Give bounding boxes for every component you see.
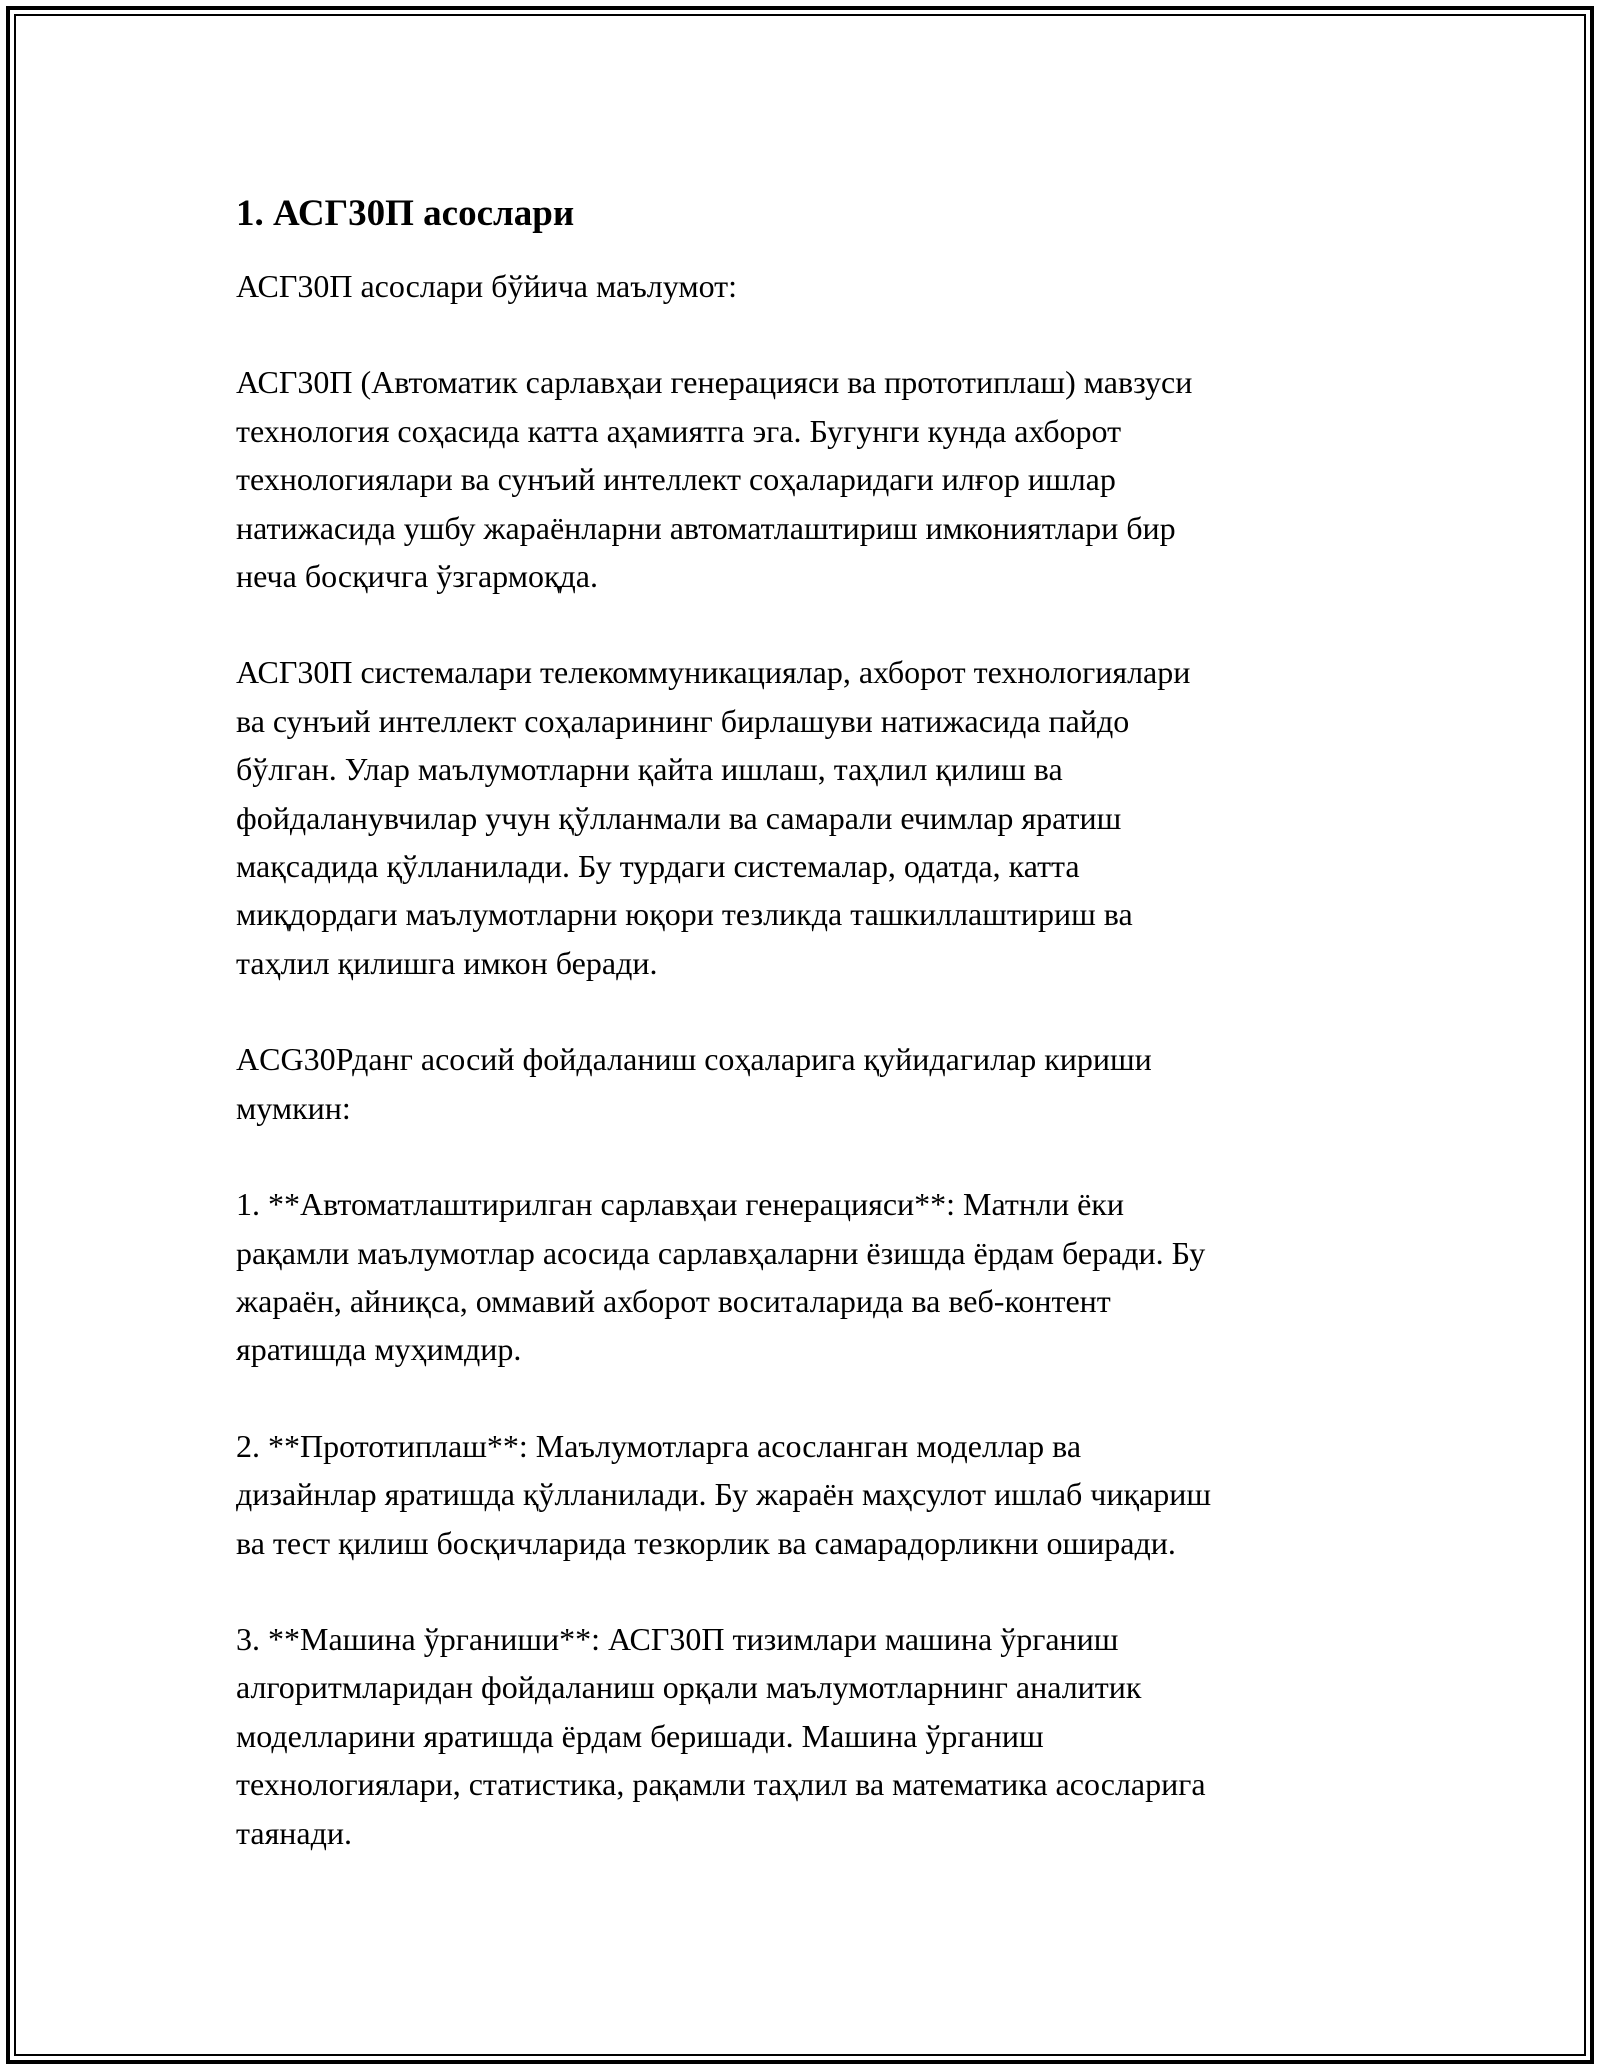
list-item-machine-learning: 3. **Машина ўрганиши**: АСГ30П тизимлари машина ўрганиш алгоритмларидан фойдаланиш орқали маълумотларнинг аналитик моделларини яратишда ёрдам беришади. Машина ўрганиш технологиялари, статистика, рақамли таҳлил ва математика асосларига таянади.: [236, 1620, 1206, 1851]
section-heading: 1. АСГ30П асослари: [236, 193, 575, 234]
document-body: [236, 190, 1376, 1857]
intro-paragraph: АСГ30П асослари бўйича маълумот:: [236, 268, 738, 304]
overview-paragraph: АСГ30П (Автоматик сарлавҳаи генерацияси ва прототиплаш) мавзуси технология соҳасида катта аҳамиятга эга. Бугунги кунда ахборот технологиялари ва сунъий интеллект соҳаларидаги илғор ишлар натижасида ушбу жараёнларни автоматлаштириш имкониятлари бир неча босқичга ўзгармоқда.: [236, 364, 1193, 595]
systems-paragraph: АСГ30П системалари телекоммуникациялар, ахборот технологиялари ва сунъий интеллект соҳаларининг бирлашуви натижасида пайдо бўлган. Улар маълумотларни қайта ишлаш, таҳлил қилиш ва фойдаланувчилар учун қўлланмали ва самарали ечимлар яратиш мақсадида қўлланилади. Бу турдаги системалар, одатда, катта миқдордаги маълумотларни юқори тезликда ташкиллаштириш ва таҳлил қилишга имкон беради.: [236, 654, 1191, 981]
list-item-prototyping: 2. **Прототиплаш**: Маълумотларга асосланган моделлар ва дизайнлар яратишда қўлланилади. Бу жараён маҳсулот ишлаб чиқариш ва тест қилиш босқичларида тезкорлик ва самарадорликни оширади.: [236, 1427, 1212, 1561]
list-item-title-generation: 1. **Автоматлаштирилган сарлавҳаи генерацияси**: Матнли ёки рақамли маълумотлар асосида сарлавҳаларни ёзишда ёрдам беради. Бу жараён, айниқса, оммавий ахборот воситаларида ва веб-контент яратишда муҳимдир.: [236, 1186, 1206, 1368]
usage-intro-paragraph: ACG30Рданг асосий фойдаланиш соҳаларига қуйидагилар кириши мумкин:: [236, 1041, 1152, 1126]
